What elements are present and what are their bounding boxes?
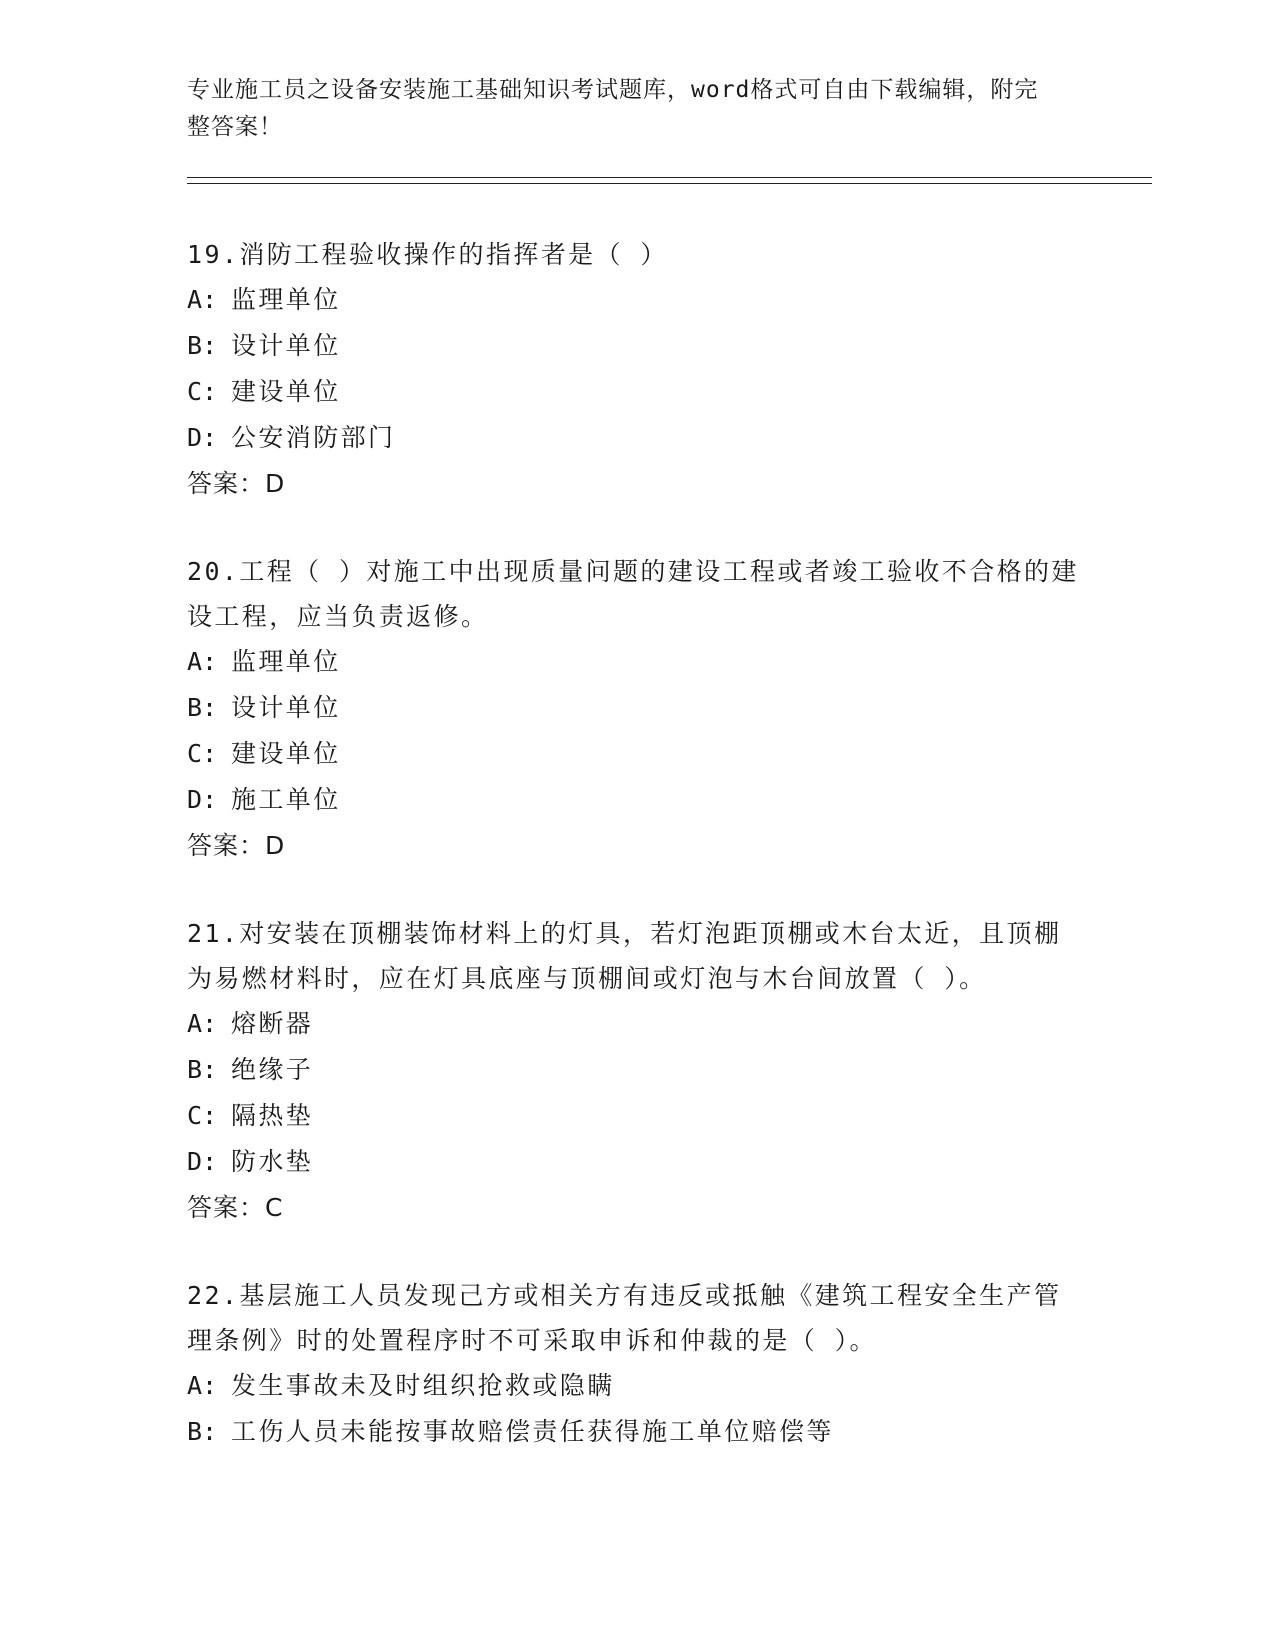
option-key: B: xyxy=(187,693,218,722)
option-key: D: xyxy=(187,1147,218,1176)
option-a xyxy=(187,1363,1087,1409)
option-d xyxy=(187,415,1087,461)
option-b xyxy=(187,1047,1087,1093)
document-header xyxy=(187,72,1067,146)
option-text: 防水垫 xyxy=(231,1147,314,1176)
option-text: 监理单位 xyxy=(231,647,341,676)
option-key: A: xyxy=(187,1009,218,1038)
option-key: C: xyxy=(187,739,218,768)
option-text: 工伤人员未能按事故赔偿责任获得施工单位赔偿等 xyxy=(231,1417,834,1446)
option-a xyxy=(187,639,1087,685)
question-21 xyxy=(187,911,1087,1231)
header-line-2: 整答案！ xyxy=(187,114,283,140)
question-19 xyxy=(187,232,1087,507)
option-key: A: xyxy=(187,647,218,676)
question-stem: 21.对安装在顶棚装饰材料上的灯具，若灯泡距顶棚或木台太近，且顶棚为易燃材料时，应在灯具底座与顶棚间或灯泡与木台间放置（ ）。 xyxy=(187,919,1062,993)
question-22 xyxy=(187,1273,1087,1455)
answer-line: 答案：D xyxy=(187,831,286,860)
question-stem: 20.工程（ ）对施工中出现质量问题的建设工程或者竣工验收不合格的建设工程，应当负责返修。 xyxy=(187,557,1079,631)
question-list xyxy=(187,232,1087,1497)
answer-line: 答案：D xyxy=(187,469,286,498)
option-b xyxy=(187,685,1087,731)
option-key: D: xyxy=(187,785,218,814)
option-d xyxy=(187,1139,1087,1185)
option-key: B: xyxy=(187,1417,218,1446)
option-text: 设计单位 xyxy=(231,331,341,360)
option-text: 熔断器 xyxy=(231,1009,314,1038)
option-b xyxy=(187,1409,1087,1455)
option-d xyxy=(187,777,1087,823)
header-divider-bottom xyxy=(187,183,1152,184)
question-stem: 22.基层施工人员发现己方或相关方有违反或抵触《建筑工程安全生产管理条例》时的处置程序时不可采取申诉和仲裁的是（ ）。 xyxy=(187,1281,1062,1355)
question-stem: 19.消防工程验收操作的指挥者是（ ） xyxy=(187,240,668,269)
option-key: B: xyxy=(187,1055,218,1084)
option-key: A: xyxy=(187,1371,218,1400)
answer-line: 答案：C xyxy=(187,1193,284,1222)
option-c xyxy=(187,369,1087,415)
option-c xyxy=(187,731,1087,777)
option-key: C: xyxy=(187,1101,218,1130)
option-b xyxy=(187,323,1087,369)
header-divider-top xyxy=(187,177,1152,178)
option-text: 监理单位 xyxy=(231,285,341,314)
option-text: 设计单位 xyxy=(231,693,341,722)
option-text: 隔热垫 xyxy=(231,1101,314,1130)
option-text: 建设单位 xyxy=(231,377,341,406)
option-text: 施工单位 xyxy=(231,785,341,814)
option-text: 发生事故未及时组织抢救或隐瞒 xyxy=(231,1371,615,1400)
option-text: 绝缘子 xyxy=(231,1055,314,1084)
option-key: B: xyxy=(187,331,218,360)
option-text: 公安消防部门 xyxy=(231,423,396,452)
option-a xyxy=(187,1001,1087,1047)
option-text: 建设单位 xyxy=(231,739,341,768)
option-c xyxy=(187,1093,1087,1139)
header-line-1: 专业施工员之设备安装施工基础知识考试题库，word格式可自由下载编辑，附完 xyxy=(187,77,1039,103)
option-a xyxy=(187,277,1087,323)
option-key: D: xyxy=(187,423,218,452)
option-key: A: xyxy=(187,285,218,314)
question-20 xyxy=(187,549,1087,869)
option-key: C: xyxy=(187,377,218,406)
